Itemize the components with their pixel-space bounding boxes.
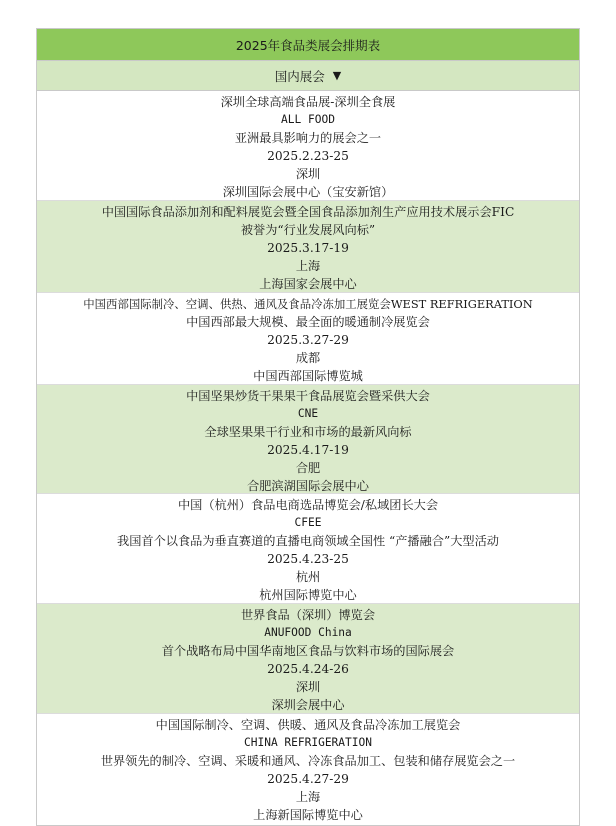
table-title: [37, 29, 579, 61]
expo-venue: 杭州国际博览中心: [259, 588, 357, 603]
expo-entry: [37, 494, 579, 604]
expo-abbr: CFEE: [294, 516, 322, 530]
expo-date: 2025.3.17-19: [267, 241, 349, 256]
expo-city: 深圳: [295, 680, 321, 695]
expo-city: 上海: [295, 259, 321, 274]
expo-abbr: CNE: [297, 407, 319, 421]
expo-date: 2025.4.24-26: [267, 662, 349, 677]
expo-entry: [37, 714, 579, 825]
expo-date: 2025.4.27-29: [267, 772, 349, 787]
expo-entry: [37, 201, 579, 293]
expo-city: 上海: [295, 790, 321, 805]
expo-venue: 深圳国际会展中心（宝安新馆）: [222, 185, 394, 200]
expo-city: 合肥: [295, 461, 321, 476]
expo-date: 2025.4.17-19: [267, 443, 349, 458]
expo-city: 深圳: [295, 167, 321, 182]
expo-entry: [37, 91, 579, 201]
expo-name: 世界食品（深圳）博览会: [240, 608, 376, 622]
section-header-domestic[interactable]: [37, 61, 579, 91]
expo-name: 深圳全球高端食品展-深圳全食展: [220, 95, 396, 109]
expo-tagline: 世界领先的制冷、空调、采暖和通风、冷冻食品加工、包装和储存展览会之一: [100, 754, 516, 769]
expo-name: 中国坚果炒货干果果干食品展览会暨采供大会: [186, 389, 430, 403]
expo-tagline: 全球坚果果干行业和市场的最新风向标: [204, 425, 412, 440]
expo-date: 2025.4.23-25: [267, 552, 349, 567]
expo-venue: 上海新国际博览中心: [253, 808, 363, 823]
expo-venue: 深圳会展中心: [271, 698, 345, 713]
expo-entry: [37, 385, 579, 494]
expo-abbr: ALL FOOD: [281, 113, 335, 127]
expo-venue: 合肥滨湖国际会展中心: [247, 479, 369, 494]
expo-date: 2025.3.27-29: [267, 333, 349, 348]
expo-name: 中国国际食品添加剂和配料展览会暨全国食品添加剂生产应用技术展示会FIC: [101, 205, 515, 219]
expo-abbr: CHINA REFRIGERATION: [244, 736, 372, 750]
section-label: 国内展会: [274, 68, 325, 84]
expo-venue: 中国西部国际博览城: [253, 369, 363, 384]
expo-city: 杭州: [295, 570, 321, 585]
expo-schedule-table: [36, 28, 580, 826]
expo-tagline: 被誉为“行业发展风向标”: [240, 223, 376, 238]
expo-name: 中国西部国际制冷、空调、供热、通风及食品冷冻加工展览会WEST REFRIGERATION: [83, 297, 533, 311]
expo-name: 中国国际制冷、空调、供暖、通风及食品冷冻加工展览会: [155, 718, 461, 732]
expo-entry: [37, 293, 579, 385]
expo-abbr: ANUFOOD China: [264, 626, 352, 640]
triangle-down-icon: ▼: [332, 69, 342, 82]
expo-tagline: 首个战略布局中国华南地区食品与饮料市场的国际展会: [161, 644, 455, 659]
expo-tagline: 中国西部最大规模、最全面的暖通制冷展览会: [186, 315, 430, 330]
expo-tagline: 我国首个以食品为垂直赛道的直播电商领域全国性 “产播融合”大型活动: [117, 534, 499, 549]
expo-tagline: 亚洲最具影响力的展会之一: [234, 131, 382, 146]
table-title-text: 2025年食品类展会排期表: [235, 37, 381, 53]
expo-city: 成都: [295, 351, 321, 366]
expo-date: 2025.2.23-25: [267, 149, 349, 164]
expo-name: 中国（杭州）食品电商选品博览会/私域团长大会: [177, 498, 439, 512]
expo-venue: 上海国家会展中心: [259, 277, 357, 292]
expo-entry: [37, 604, 579, 714]
